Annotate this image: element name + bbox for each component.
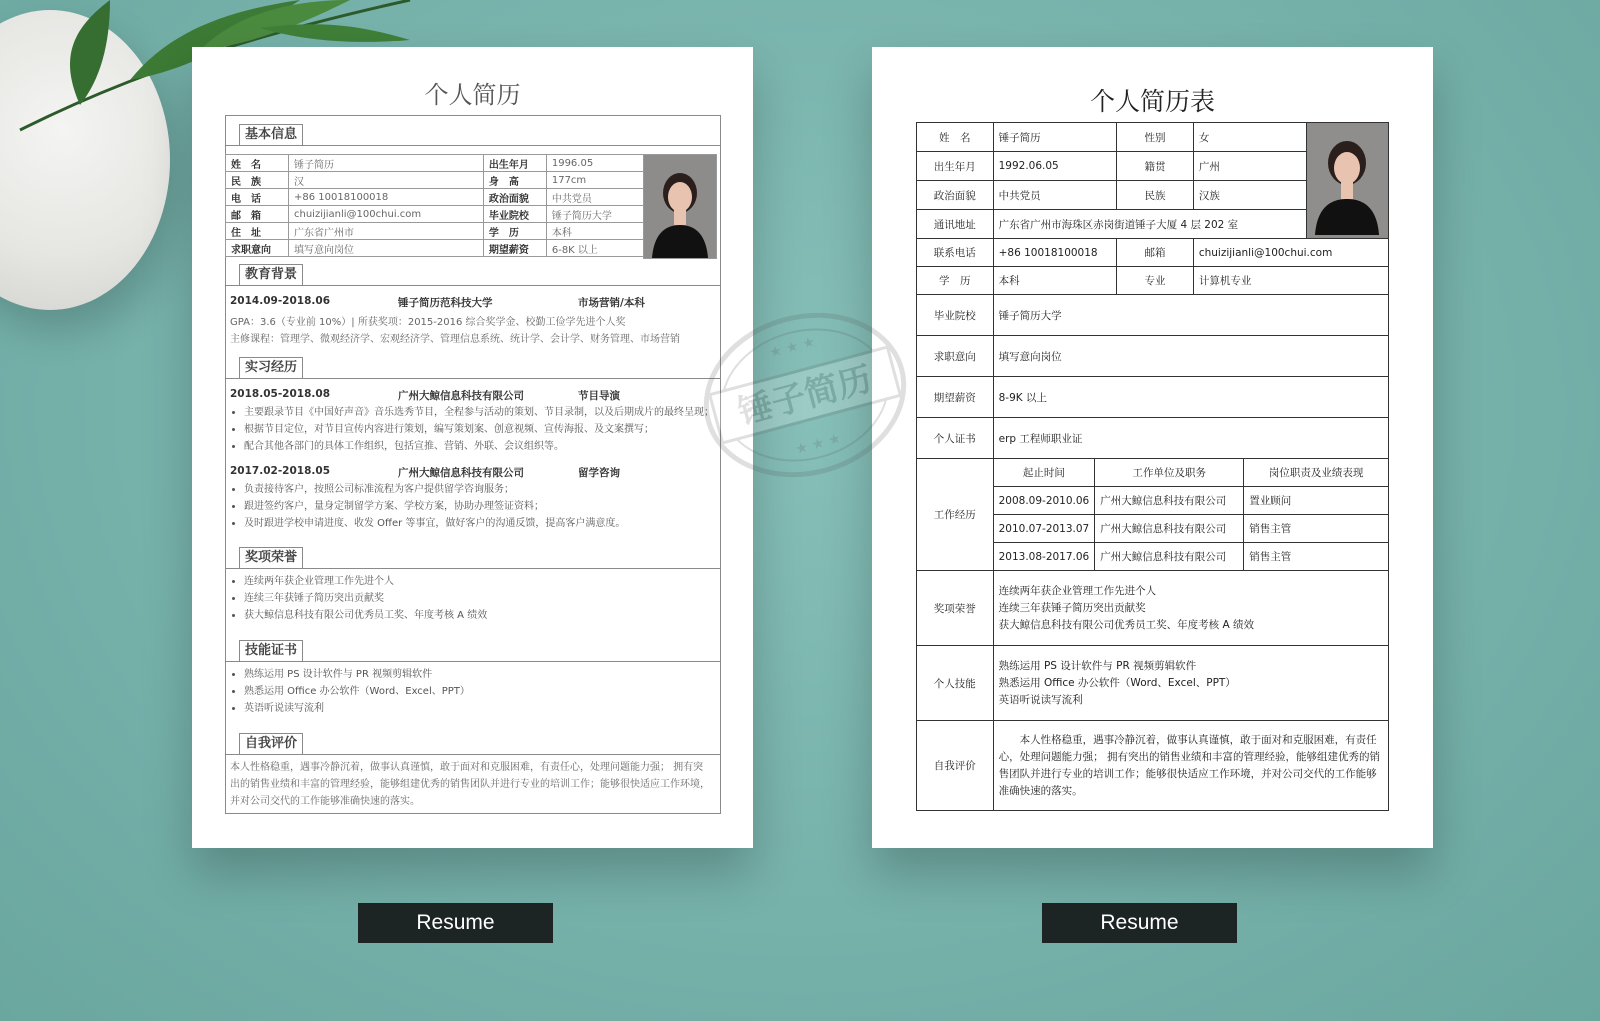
skills-list [230, 666, 470, 717]
resume-button-left[interactable]: Resume [358, 903, 553, 943]
list-item: • 负责接待客户，按照公司标准流程为客户提供留学咨询服务； [244, 481, 625, 498]
table-row: 2013.08-2017.06 广州大鲸信息科技有限公司 销售主管 [994, 543, 1388, 571]
section-heading: 奖项荣誉 [239, 547, 303, 568]
table-row: 通讯地址 广东省广州市海珠区赤岗街道锤子大厦 4 层 202 室 [917, 210, 1389, 239]
awards-list [230, 573, 487, 624]
section-heading: 技能证书 [239, 640, 303, 661]
table-row: 学 历 本科 专业 计算机专业 [917, 267, 1389, 295]
svg-text:★ ★ ★: ★ ★ ★ [767, 333, 817, 362]
list-item: 连续两年获企业管理工作先进个人 [998, 584, 1157, 597]
list-item: • 连续三年获锤子简历突出贡献奖 [244, 590, 487, 607]
watermark-stamp [695, 305, 915, 485]
work-history-table [994, 459, 1388, 570]
list-item: • 英语听说读写流利 [244, 700, 470, 717]
section-heading: 实习经历 [239, 357, 303, 378]
table-header-row: 起止时间 工作单位及职务 岗位职责及业绩表现 [994, 459, 1388, 487]
list-item: • 连续两年获企业管理工作先进个人 [244, 573, 487, 590]
table-row: 2010.07-2013.07 广州大鲸信息科技有限公司 销售主管 [994, 515, 1388, 543]
section-heading: 自我评价 [239, 733, 303, 754]
profile-photo [643, 154, 717, 259]
table-row: 联系电话 +86 10018100018 邮箱 chuizijianli@100chui.com [917, 239, 1389, 267]
section-heading: 教育背景 [239, 264, 303, 285]
table-row: 毕业院校 锤子简历大学 [917, 295, 1389, 336]
list-item: 英语听说读写流利 [998, 693, 1083, 706]
svg-text:锤子简历: 锤子简历 [734, 359, 877, 433]
section-basic-info [225, 127, 721, 146]
table-row: 自我评价 本人性格稳重，遇事冷静沉着，做事认真谨慎，敢于面对和克服困难，有责任心，处理问题能力强； 拥有突出的销售业绩和丰富的管理经验，能够组建优秀的销售团队并进行专业的培训工作；能够很快适应工作环境，并对公司交代的工作能够准确快速的落实。 [917, 721, 1389, 811]
education-gpa: GPA：3.6（专业前 10%）| 所获奖项：2015-2016 综合奖学金、校勤工俭学先进个人奖 [230, 317, 626, 328]
resume-template-1[interactable]: 个人简历 基本信息 姓 名 锤子简历 出生年月 1996.05 民 族 汉 身 高 177cm 电 话 +86 10018100018 政治面貌 中共党员 邮 箱 chuizijianli@100chui.com 毕业院校 锤子简历大学 住 址 广东省广州市 学 历 本科 求职意向 填写意向岗位 期望薪资 6-8K 以上 教育背景 2014.09-2018.06 锤子简历范科技大学 市场营销/本科 GPA：3.6（专业前 10%）| 所获奖项：2015-2016 综合奖学金、校勤工俭学先进个人奖 主修课程：管理学、微观经济学、宏观经济学、管理信息系统、统计学、会计学、财务管理、市场营销 实习经历 2018.05-2018.08 广州大鲸信息科技有限公司 节目导演 • 主要跟录节目《中国好声音》音乐选秀节目，全程参与活动的策划、节目录制，以及后期成片的最终呈现； • 根据节目定位，对节目宣传内容进行策划，编写策划案、创意视频、宣传海报、及文案撰写； • 配合其他各部门的具体工作组织，包括宣推、营销、外联、会议组织等。 2017.02-2018.05 广州大鲸信息科技有限公司 留学咨询 • 负责接待客户，按照公司标准流程为客户提供留学咨询服务； • 跟进签约客户，量身定制留学方案、学校方案，协助办理签证资料； • 及时跟进学校申请进度、收发 Offer 等事宜，做好客户的沟通反馈，提高客户满意度。 奖项荣誉 • 连续两年获企业管理工作先进个人 • 连续三年获锤子简历突出贡献奖 • 获大鲸信息科技有限公司优秀员工奖、年度考核 A 绩效 技能证书 • 熟练运用 PS 设计软件与 PR 视频剪辑软件 • 熟悉运用 Office 办公软件（Word、Excel、PPT） • 英语听说读写流利 自我评价 本人性格稳重，遇事冷静沉着，做事认真谨慎，敢于面对和克服困难，有责任心，处理问题能力强； 拥有突出的销售业绩和丰富的管理经验，能够组建优秀的销售团队并进行专业的培训工作；能够很快适应工作环境，并对公司交代的工作能够准确快速的落实。 [192, 47, 753, 848]
table-row: 个人证书 erp 工程师职业证 [917, 418, 1389, 459]
internship-duties [230, 481, 625, 532]
self-eval-text: 本人性格稳重，遇事冷静沉着，做事认真谨慎，敢于面对和克服困难，有责任心，处理问题能力强； 拥有突出的销售业绩和丰富的管理经验，能够组建优秀的销售团队并进行专业的培训工作；能够很快适应工作环境，并对公司交代的工作能够准确快速的落实。 [993, 721, 1388, 811]
list-item: 获大鲸信息科技有限公司优秀员工奖、年度考核 A 绩效 [998, 618, 1254, 631]
table-row: 奖项荣誉 连续两年获企业管理工作先进个人 连续三年获锤子简历突出贡献奖 获大鲸信息科技有限公司优秀员工奖、年度考核 A 绩效 [917, 571, 1389, 646]
table-row: 电 话 +86 10018100018 政治面貌 中共党员 [226, 189, 647, 206]
section-skills [225, 643, 721, 662]
resume-template-2[interactable] [872, 47, 1433, 848]
table-row: 出生年月 1992.06.05 籍贯 广州 [917, 152, 1389, 181]
list-item: • 主要跟录节目《中国好声音》音乐选秀节目，全程参与活动的策划、节目录制，以及后期成片的最终呈现； [244, 404, 714, 421]
table-row: 求职意向 填写意向岗位 期望薪资 6-8K 以上 [226, 240, 647, 257]
internship-duties [230, 404, 714, 455]
section-heading: 基本信息 [239, 124, 303, 145]
table-row: 邮 箱 chuizijianli@100chui.com 毕业院校 锤子简历大学 [226, 206, 647, 223]
section-education [225, 267, 721, 286]
list-item: • 及时跟进学校申请进度、收发 Offer 等事宜，做好客户的沟通反馈，提高客户满意度。 [244, 515, 625, 532]
table-row: 政治面貌 中共党员 民族 汉族 [917, 181, 1389, 210]
table-row: 工作经历 起止时间 工作单位及职务 岗位职责及业绩表现 2008.09-2010.06 广州大鲸信息科技有限公司 置业顾问 2010.07-2013.07 广州大鲸信息科技有限公司 销售主管 2013.08-2017.06 广州大鲸信息科技有限公司 销售主管 [917, 459, 1389, 571]
resume-table [916, 122, 1389, 811]
profile-photo [1307, 123, 1389, 239]
list-item: 熟练运用 PS 设计软件与 PR 视频剪辑软件 [998, 659, 1197, 672]
resume-title: 个人简历 [424, 81, 521, 109]
table-row: 2008.09-2010.06 广州大鲸信息科技有限公司 置业顾问 [994, 487, 1388, 515]
self-eval-text: 本人性格稳重，遇事冷静沉着，做事认真谨慎，敢于面对和克服困难，有责任心，处理问题能力强； 拥有突出的销售业绩和丰富的管理经验，能够组建优秀的销售团队并进行专业的培训工作；能够很快适应工作环境，并对公司交代的工作能够准确快速的落实。 [230, 762, 710, 807]
education-courses: 主修课程：管理学、微观经济学、宏观经济学、管理信息系统、统计学、会计学、财务管理、市场营销 [230, 334, 680, 345]
table-row: 民 族 汉 身 高 177cm [226, 172, 647, 189]
section-internship [225, 360, 721, 379]
table-row: 姓 名 锤子简历 性别 女 [917, 123, 1389, 152]
basic-info-table [225, 154, 647, 257]
list-item: • 获大鲸信息科技有限公司优秀员工奖、年度考核 A 绩效 [244, 607, 487, 624]
skills-cell [993, 646, 1388, 721]
section-awards [225, 550, 721, 569]
svg-text:★ ★ ★: ★ ★ ★ [793, 430, 843, 459]
table-row: 个人技能 熟练运用 PS 设计软件与 PR 视频剪辑软件 熟悉运用 Office 办公软件（Word、Excel、PPT） 英语听说读写流利 [917, 646, 1389, 721]
resume-button-right[interactable]: Resume [1042, 903, 1237, 943]
list-item: • 熟练运用 PS 设计软件与 PR 视频剪辑软件 [244, 666, 470, 683]
resume-title: 个人简历表 [1089, 87, 1215, 116]
list-item: 熟悉运用 Office 办公软件（Word、Excel、PPT） [998, 676, 1236, 689]
list-item: • 配合其他各部门的具体工作组织，包括宣推、营销、外联、会议组织等。 [244, 438, 714, 455]
table-row: 姓 名 锤子简历 出生年月 1996.05 [226, 155, 647, 172]
list-item: • 熟悉运用 Office 办公软件（Word、Excel、PPT） [244, 683, 470, 700]
list-item: 连续三年获锤子简历突出贡献奖 [998, 601, 1146, 614]
list-item: • 根据节目定位，对节目宣传内容进行策划，编写策划案、创意视频、宣传海报、及文案撰写； [244, 421, 714, 438]
table-row: 期望薪资 8-9K 以上 [917, 377, 1389, 418]
list-item: • 跟进签约客户，量身定制留学方案、学校方案，协助办理签证资料； [244, 498, 625, 515]
awards-cell [993, 571, 1388, 646]
section-self-eval [225, 736, 721, 755]
table-row: 住 址 广东省广州市 学 历 本科 [226, 223, 647, 240]
table-row: 求职意向 填写意向岗位 [917, 336, 1389, 377]
